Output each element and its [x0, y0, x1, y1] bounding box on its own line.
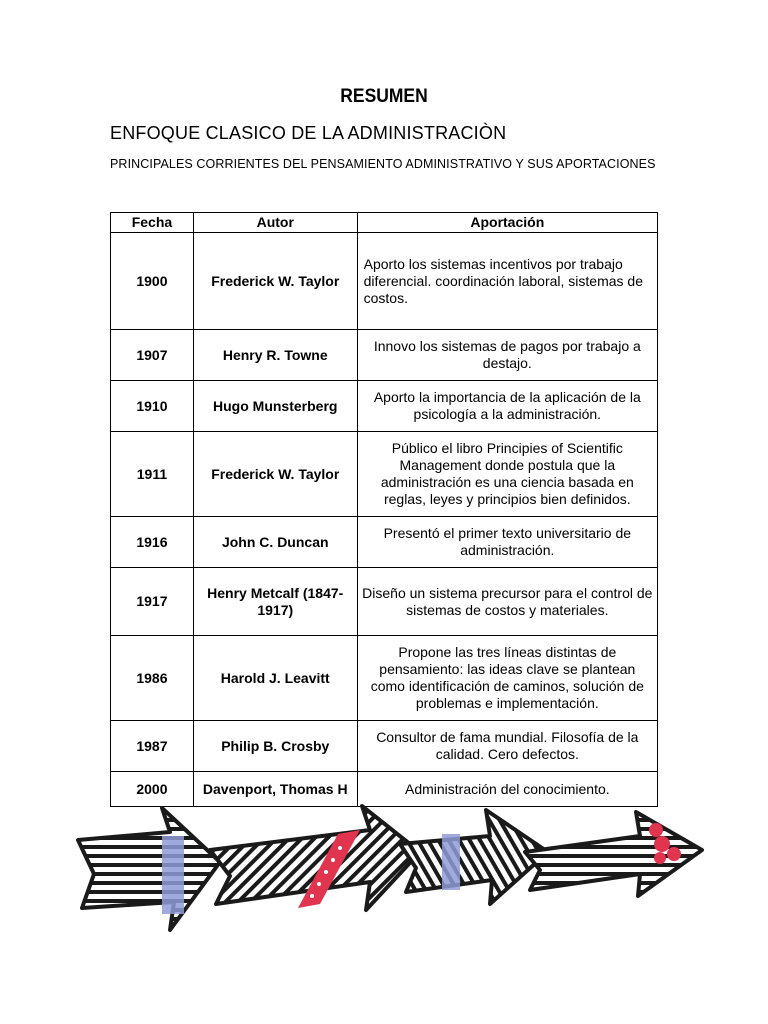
cell-autor: Henry R. Towne — [193, 330, 357, 381]
cell-aportacion: Presentó el primer texto universitario de administración. — [357, 517, 657, 568]
cell-fecha: 1986 — [111, 636, 194, 721]
cell-fecha: 1910 — [111, 381, 194, 432]
cell-aportacion: Aporto la importancia de la aplicación de la psicología a la administración. — [357, 381, 657, 432]
arrow-segment-3 — [400, 810, 548, 904]
cell-autor: Frederick W. Taylor — [193, 432, 357, 517]
table-row — [111, 381, 658, 432]
table-row — [111, 568, 658, 636]
cell-autor: John C. Duncan — [193, 517, 357, 568]
cell-aportacion: Consultor de fama mundial. Filosofía de la calidad. Cero defectos. — [357, 721, 657, 772]
table-row — [111, 330, 658, 381]
arrow-segment-4 — [525, 812, 702, 896]
cell-aportacion: Innovo los sistemas de pagos por trabajo a destajo. — [357, 330, 657, 381]
cell-fecha: 1900 — [111, 233, 194, 330]
striped-arrows-illustration — [70, 800, 710, 945]
cell-aportacion: Diseño un sistema precursor para el control de sistemas de costos y materiales. — [357, 568, 657, 636]
arrows-icon — [70, 800, 710, 945]
cell-aportacion: Aporto los sistemas incentivos por trabajo diferencial. coordinación laboral, sistemas de costos. — [357, 233, 657, 330]
cell-autor: Philip B. Crosby — [193, 721, 357, 772]
cell-autor: Hugo Munsterberg — [193, 381, 357, 432]
cell-fecha: 2000 — [111, 772, 194, 807]
table-header-row — [111, 213, 658, 233]
cell-autor: Frederick W. Taylor — [193, 233, 357, 330]
cell-fecha: 1916 — [111, 517, 194, 568]
table-row — [111, 233, 658, 330]
section-caption: PRINCIPALES CORRIENTES DEL PENSAMIENTO ADMINISTRATIVO Y SUS APORTACIONES — [110, 157, 656, 171]
timeline-table — [110, 212, 658, 807]
page-title: RESUMEN — [340, 86, 428, 107]
cell-fecha: 1917 — [111, 568, 194, 636]
table-row — [111, 636, 658, 721]
cell-fecha: 1987 — [111, 721, 194, 772]
column-header-autor: Autor — [193, 213, 357, 233]
table-row — [111, 517, 658, 568]
cell-autor: Davenport, Thomas H — [193, 772, 357, 807]
table-row — [111, 432, 658, 517]
cell-aportacion: Público el libro Principies of Scientific Management donde postula que la administración es una ciencia basada en reglas, leyes y principios bien definidos. — [357, 432, 657, 517]
cell-aportacion: Propone las tres líneas distintas de pensamiento: las ideas clave se plantean como identificación de caminos, solución de problemas e implementación. — [357, 636, 657, 721]
table-row — [111, 721, 658, 772]
column-header-aportacion: Aportación — [357, 213, 657, 233]
cell-aportacion: Administración del conocimiento. — [357, 772, 657, 807]
cell-autor: Harold J. Leavitt — [193, 636, 357, 721]
arrow-segment-1 — [78, 808, 220, 930]
cell-autor: Henry Metcalf (1847-1917) — [193, 568, 357, 636]
cell-fecha: 1911 — [111, 432, 194, 517]
arrow-segment-2 — [210, 806, 420, 910]
column-header-fecha: Fecha — [111, 213, 194, 233]
cell-fecha: 1907 — [111, 330, 194, 381]
section-subtitle: ENFOQUE CLASICO DE LA ADMINISTRACIÒN — [110, 123, 507, 143]
